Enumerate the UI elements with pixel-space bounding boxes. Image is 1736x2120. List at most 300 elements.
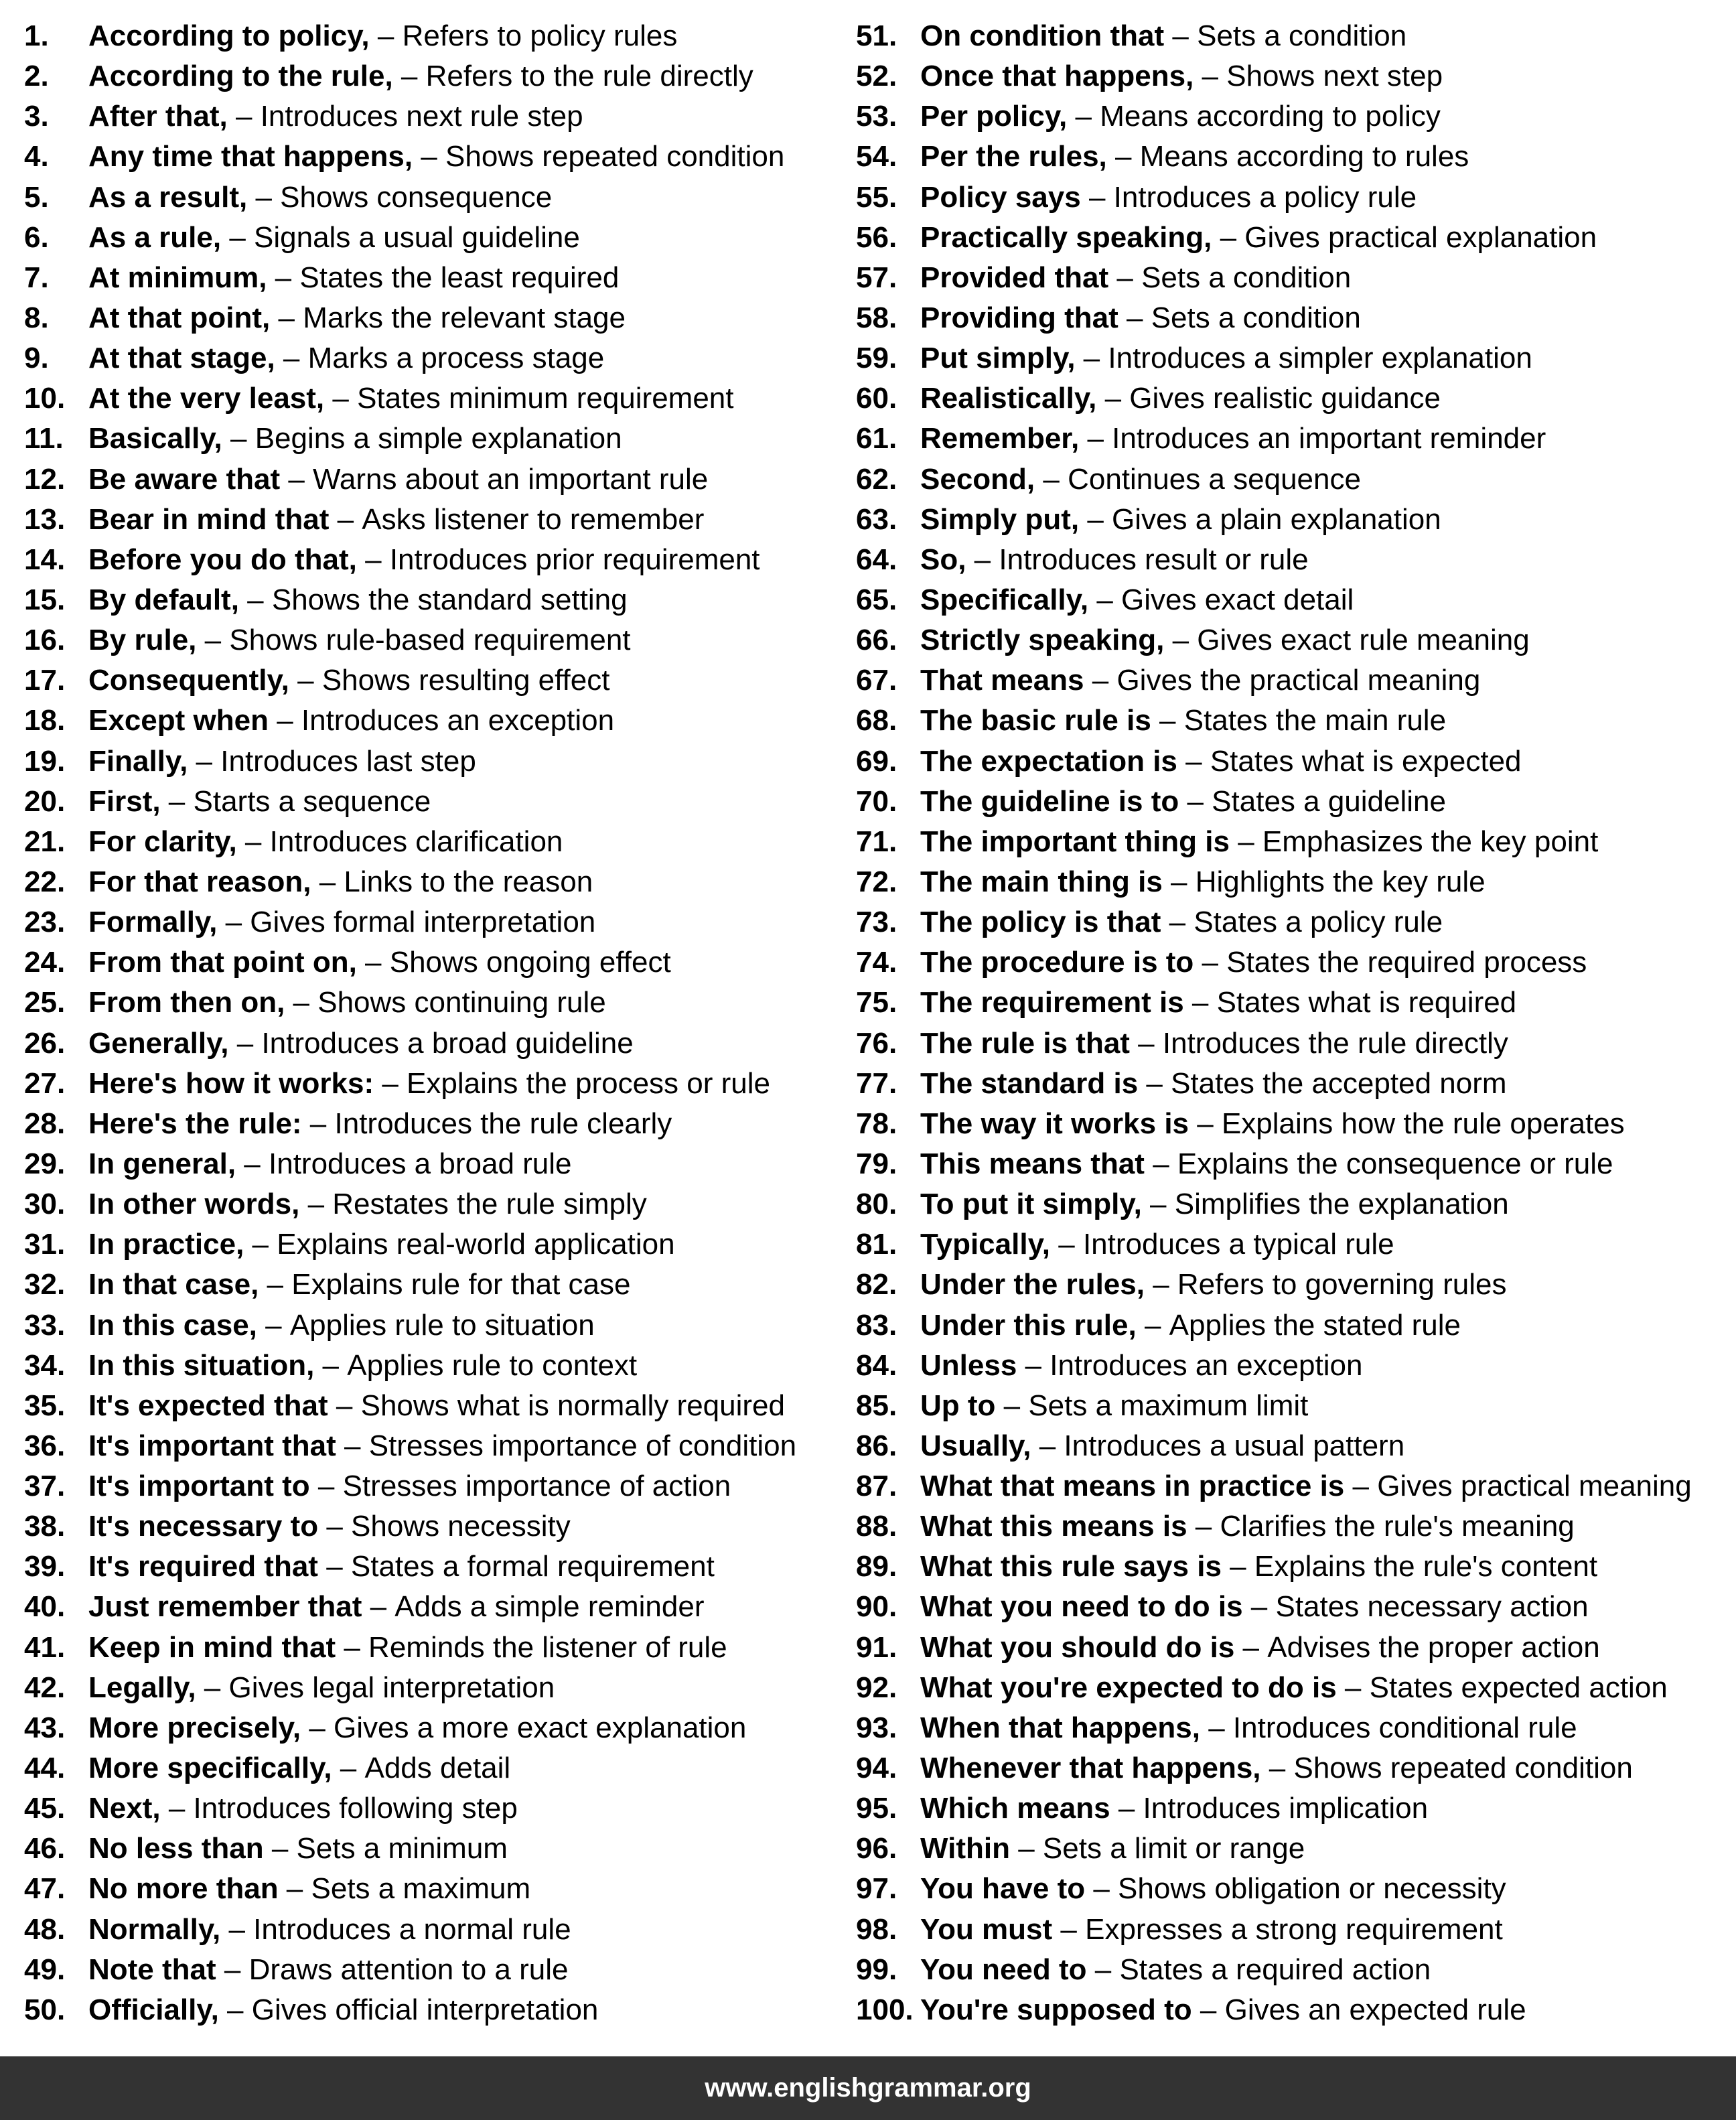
list-item [856,902,1727,942]
item-number: 68. [856,704,897,737]
item-phrase: Providing that [920,301,1118,334]
item-dash: – [160,784,194,818]
list-item [24,378,841,419]
list-item [856,1708,1727,1748]
item-phrase: What you should do is [920,1630,1235,1664]
item-number: 86. [856,1429,897,1462]
item-phrase: What that means in practice is [920,1470,1345,1503]
item-number: 80. [856,1188,897,1221]
item-number: 32. [24,1268,66,1301]
item-number: 74. [856,946,897,979]
item-phrase: Basically, [88,422,222,455]
item-meaning: Sets a maximum limit [1028,1389,1309,1422]
item-phrase: More precisely, [88,1711,301,1744]
item-dash: – [1234,1630,1268,1664]
item-phrase: Simply put, [920,502,1080,536]
item-meaning: Introduces a policy rule [1113,180,1417,214]
item-phrase: First, [88,784,161,818]
list-item [24,1426,841,1466]
item-meaning: Explains real-world application [277,1228,675,1261]
list-item [856,1990,1727,2030]
list-item [856,1265,1727,1305]
item-phrase: You have to [920,1872,1086,1906]
item-number: 35. [24,1389,66,1422]
item-phrase: As a result, [88,180,248,214]
item-number: 1. [24,19,49,52]
item-number: 22. [24,865,66,898]
item-dash: – [1080,180,1114,214]
item-dash: – [1177,744,1210,778]
item-meaning: Refers to policy rules [402,19,678,52]
item-phrase: To put it simply, [920,1188,1142,1221]
item-meaning: Shows next step [1226,60,1443,93]
item-dash: – [1212,220,1245,254]
item-meaning: Gives exact rule meaning [1197,624,1530,657]
item-number: 75. [856,986,897,1019]
item-number: 71. [856,825,897,858]
item-meaning: Gives a more exact explanation [334,1711,747,1744]
list-item [24,1224,841,1265]
item-phrase: At that stage, [88,342,275,375]
item-phrase: In that case, [88,1268,259,1301]
item-dash: – [1164,19,1198,52]
list-item [24,1184,841,1224]
item-phrase: Which means [920,1792,1110,1825]
item-meaning: Sets a maximum [311,1872,531,1906]
item-phrase: Normally, [88,1912,221,1946]
item-number: 100. [856,1993,914,2026]
list-item [856,1023,1727,1064]
item-meaning: Introduces an exception [1050,1348,1363,1382]
item-meaning: Highlights the key rule [1195,865,1486,898]
item-number: 58. [856,301,897,334]
item-number: 66. [856,624,897,657]
item-meaning: Starts a sequence [193,784,431,818]
item-phrase: In this case, [88,1308,257,1342]
item-number: 73. [856,906,897,939]
list-item [856,1104,1727,1144]
item-dash: – [1138,1066,1171,1100]
item-number: 37. [24,1470,66,1503]
list-item [856,540,1727,580]
item-phrase: It's expected that [88,1389,328,1422]
item-phrase: The requirement is [920,986,1184,1019]
item-meaning: Introduces last step [220,744,476,778]
list-item [24,1064,841,1104]
item-dash: – [1096,382,1130,415]
item-dash: – [1200,1711,1233,1744]
item-phrase: Second, [920,462,1035,496]
item-dash: – [324,382,358,415]
item-phrase: Note that [88,1953,216,1986]
item-dash: – [1129,1026,1163,1060]
list-item [856,378,1727,419]
item-phrase: Formally, [88,906,218,939]
list-item [856,1829,1727,1869]
item-number: 40. [24,1590,66,1624]
item-phrase: What this rule says is [920,1550,1222,1583]
item-phrase: Under the rules, [920,1268,1145,1301]
item-number: 15. [24,583,66,616]
item-phrase: Remember, [920,422,1080,455]
list-item [856,983,1727,1023]
item-dash: – [413,140,445,173]
list-item [24,1829,841,1869]
item-dash: – [217,906,250,939]
item-dash: – [1336,1671,1370,1704]
item-meaning: Sets a condition [1151,301,1361,334]
item-meaning: Gives exact detail [1121,583,1354,616]
item-number: 13. [24,502,66,536]
list-item [856,1184,1727,1224]
item-phrase: Here's the rule: [88,1107,302,1140]
item-dash: – [1183,986,1217,1019]
item-dash: – [1108,261,1142,294]
item-dash: – [1075,342,1108,375]
item-number: 87. [856,1470,897,1503]
item-meaning: Gives practical meaning [1377,1470,1692,1503]
list-item [856,942,1727,983]
item-dash: – [1179,784,1212,818]
list-item [24,862,841,902]
item-number: 17. [24,664,66,697]
item-number: 92. [856,1671,897,1704]
item-phrase: Strictly speaking, [920,624,1165,657]
item-phrase: Except when [88,704,269,737]
item-number: 49. [24,1953,66,1986]
item-number: 45. [24,1792,66,1825]
item-meaning: States the accepted norm [1171,1066,1507,1100]
list-item [856,56,1727,96]
item-phrase: Generally, [88,1026,229,1060]
item-dash: – [1162,865,1196,898]
item-dash: – [1088,583,1122,616]
item-meaning: States a policy rule [1194,906,1443,939]
item-phrase: As a rule, [88,220,222,254]
item-meaning: Introduces a broad rule [269,1147,572,1180]
list-item [856,1224,1727,1265]
item-number: 6. [24,220,49,254]
item-dash: – [318,1510,352,1543]
item-phrase: Once that happens, [920,60,1194,93]
list-item [24,338,841,378]
item-phrase: In general, [88,1147,236,1180]
item-dash: – [356,946,390,979]
list-item [24,500,841,540]
item-dash: – [1106,140,1140,173]
item-number: 25. [24,986,66,1019]
item-dash: – [247,180,281,214]
item-dash: – [275,342,308,375]
item-phrase: Per the rules, [920,140,1107,173]
item-meaning: Restates the rule simply [332,1188,647,1221]
item-number: 38. [24,1510,66,1543]
item-meaning: Begins a simple explanation [255,422,622,455]
item-number: 76. [856,1026,897,1060]
item-phrase: No less than [88,1832,264,1865]
list-item [24,298,841,338]
list-item [856,460,1727,500]
item-phrase: Realistically, [920,382,1097,415]
item-number: 42. [24,1671,66,1704]
list-item [24,983,841,1023]
item-meaning: Marks the relevant stage [303,301,626,334]
item-meaning: States the main rule [1183,704,1447,737]
item-number: 57. [856,261,897,294]
item-dash: – [369,19,403,52]
list-item [856,701,1727,741]
item-phrase: Whenever that happens, [920,1752,1261,1785]
item-dash: – [392,60,426,93]
list-item [24,16,841,56]
item-number: 82. [856,1268,897,1301]
item-number: 51. [856,19,897,52]
item-phrase: What this means is [920,1510,1187,1543]
item-dash: – [1085,1872,1118,1906]
item-dash: – [1079,502,1112,536]
list-item [24,580,841,620]
footer-bar [0,2056,1736,2120]
item-dash: – [278,1872,311,1906]
item-phrase: Up to [920,1389,996,1422]
item-number: 3. [24,100,49,133]
list-item [856,1869,1727,1909]
list-item [856,862,1727,902]
item-number: 78. [856,1107,897,1140]
item-dash: – [995,1389,1029,1422]
item-phrase: More specifically, [88,1752,332,1785]
list-item [856,1628,1727,1668]
list-item [24,1386,841,1426]
item-dash: – [1144,1147,1177,1180]
list-item [24,1144,841,1184]
list-item [24,822,841,862]
list-item [24,701,841,741]
list-item [24,540,841,580]
item-phrase: Finally, [88,744,188,778]
item-phrase: From then on, [88,986,285,1019]
list-item [856,1426,1727,1466]
item-meaning: States a formal requirement [350,1550,715,1583]
item-meaning: Introduces a broad guideline [261,1026,634,1060]
item-meaning: Gives realistic guidance [1129,382,1441,415]
item-meaning: Applies the stated rule [1169,1308,1461,1342]
item-phrase: You need to [920,1953,1087,1986]
item-dash: – [1084,664,1117,697]
item-meaning: Shows necessity [351,1510,571,1543]
list-item [856,1587,1727,1627]
item-dash: – [236,1147,269,1180]
list-item [24,660,841,701]
item-number: 24. [24,946,66,979]
item-meaning: Stresses importance of action [342,1470,731,1503]
item-number: 99. [856,1953,897,1986]
list-item [24,741,841,782]
item-dash: – [1136,1308,1169,1342]
item-number: 41. [24,1630,66,1664]
item-dash: – [244,1228,277,1261]
list-item [24,1668,841,1708]
item-phrase: According to policy, [88,19,370,52]
item-meaning: Introduces an important reminder [1112,422,1546,455]
item-phrase: Before you do that, [88,543,357,576]
list-item [24,218,841,258]
item-number: 28. [24,1107,66,1140]
item-number: 30. [24,1188,66,1221]
item-dash: – [1035,462,1068,496]
item-meaning: Introduces next rule step [260,100,583,133]
list-item [24,96,841,137]
item-phrase: Specifically, [920,583,1089,616]
item-meaning: Gives official interpretation [251,1993,599,2026]
item-phrase: Next, [88,1792,161,1825]
item-phrase: Keep in mind that [88,1630,336,1664]
item-phrase: Just remember that [88,1590,362,1624]
list-item [24,1547,841,1587]
list-item [856,298,1727,338]
item-number: 27. [24,1066,66,1100]
item-number: 47. [24,1872,66,1906]
item-dash: – [374,1066,407,1100]
list-item [856,16,1727,56]
item-dash: – [1031,1429,1064,1462]
item-dash: – [356,543,390,576]
item-meaning: Refers to the rule directly [425,60,753,93]
item-number: 65. [856,583,897,616]
item-number: 52. [856,60,897,93]
item-phrase: Within [920,1832,1010,1865]
list-item [856,500,1727,540]
item-phrase: No more than [88,1872,279,1906]
item-number: 64. [856,543,897,576]
list-item [24,942,841,983]
list-item [856,419,1727,459]
item-number: 53. [856,100,897,133]
item-phrase: By default, [88,583,239,616]
item-meaning: States expected action [1369,1671,1668,1704]
list-item [856,1144,1727,1184]
item-meaning: Applies rule to situation [289,1308,595,1342]
list-item [24,1506,841,1547]
item-phrase: When that happens, [920,1711,1200,1744]
item-dash: – [268,704,301,737]
item-meaning: Expresses a strong requirement [1085,1912,1503,1946]
item-number: 43. [24,1711,66,1744]
item-number: 69. [856,744,897,778]
list-item [856,620,1727,660]
item-dash: – [263,1832,297,1865]
item-number: 62. [856,462,897,496]
list-item [24,620,841,660]
item-number: 50. [24,1993,66,2026]
item-number: 93. [856,1711,897,1744]
list-item [24,902,841,942]
item-phrase: After that, [88,100,228,133]
item-number: 89. [856,1550,897,1583]
item-number: 5. [24,180,49,214]
item-dash: – [160,1792,194,1825]
item-meaning: Clarifies the rule's meaning [1220,1510,1575,1543]
item-number: 48. [24,1912,66,1946]
item-meaning: Shows ongoing effect [389,946,671,979]
list-item [24,419,841,459]
item-meaning: States necessary action [1275,1590,1589,1624]
item-meaning: Stresses importance of condition [368,1429,797,1462]
list-item [856,1305,1727,1346]
item-phrase: It's required that [88,1550,318,1583]
item-number: 94. [856,1752,897,1785]
item-dash: – [1144,1268,1177,1301]
item-meaning: Shows consequence [280,180,553,214]
item-phrase: Here's how it works: [88,1066,374,1100]
item-meaning: Sets a condition [1141,261,1352,294]
item-dash: – [218,1993,252,2026]
item-dash: – [188,744,221,778]
footer-url[interactable]: www.englishgrammar.org [705,2073,1031,2103]
item-dash: – [280,462,313,496]
item-dash: – [1086,1953,1120,1986]
item-number: 36. [24,1429,66,1462]
item-dash: – [317,1550,351,1583]
item-number: 16. [24,624,66,657]
list-item [24,1869,841,1909]
item-number: 20. [24,784,66,818]
item-dash: – [1010,1832,1043,1865]
item-meaning: Introduces prior requirement [389,543,760,576]
item-number: 12. [24,462,66,496]
item-meaning: Shows rule-based requirement [229,624,631,657]
item-meaning: Continues a sequence [1068,462,1361,496]
item-number: 18. [24,704,66,737]
item-phrase: So, [920,543,966,576]
item-meaning: Applies rule to context [347,1348,638,1382]
item-phrase: Any time that happens, [88,140,413,173]
item-dash: – [301,1107,335,1140]
item-number: 55. [856,180,897,214]
item-number: 85. [856,1389,897,1422]
item-meaning: Introduces a normal rule [253,1912,571,1946]
item-number: 95. [856,1792,897,1825]
item-dash: – [1110,1792,1143,1825]
phrase-list [0,16,1736,2032]
item-number: 33. [24,1308,66,1342]
item-dash: – [1187,1510,1220,1543]
list-item [856,782,1727,822]
item-meaning: Introduces the rule clearly [334,1107,672,1140]
item-dash: – [228,1026,262,1060]
item-phrase: Put simply, [920,342,1076,375]
item-phrase: At minimum, [88,261,267,294]
list-item [24,1708,841,1748]
item-number: 10. [24,382,66,415]
item-phrase: What you need to do is [920,1590,1243,1624]
item-phrase: In practice, [88,1228,244,1261]
item-dash: – [236,825,270,858]
list-item [856,1547,1727,1587]
item-number: 90. [856,1590,897,1624]
item-meaning: Introduces implication [1143,1792,1429,1825]
item-number: 21. [24,825,66,858]
item-phrase: Policy says [920,180,1081,214]
item-meaning: Gives an expected rule [1224,1993,1526,2026]
list-item [856,178,1727,218]
item-number: 63. [856,502,897,536]
list-item [856,660,1727,701]
list-item [856,338,1727,378]
item-meaning: Introduces conditional rule [1232,1711,1577,1744]
item-phrase: Typically, [920,1228,1051,1261]
list-item [856,1064,1727,1104]
